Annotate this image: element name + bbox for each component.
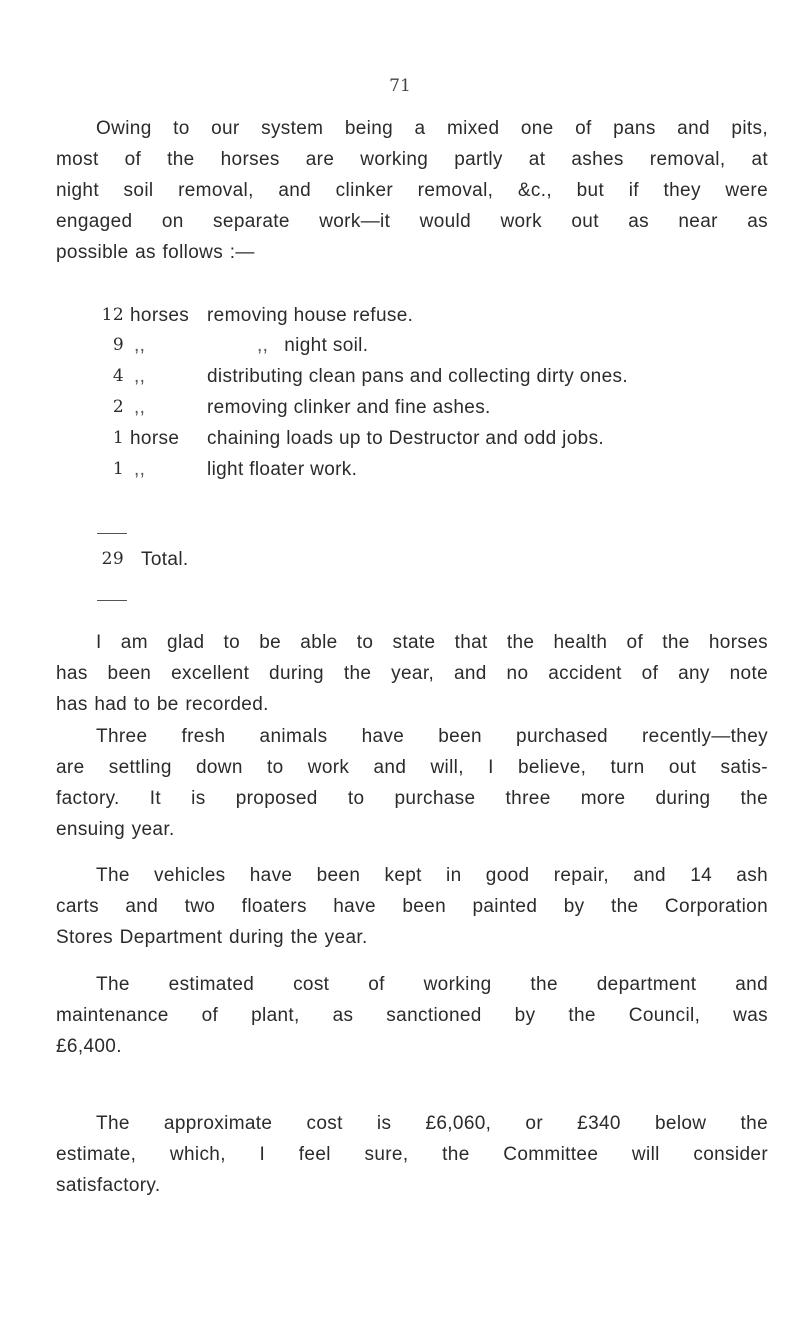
total-row bbox=[0, 544, 800, 575]
table-row bbox=[0, 330, 800, 361]
horse-count: 4 bbox=[112, 366, 124, 386]
horse-unit: horse bbox=[130, 428, 180, 449]
horse-unit-ditto: ,, bbox=[134, 397, 146, 418]
work-description: chaining loads up to Destructor and odd jobs. bbox=[207, 428, 605, 449]
paragraph-actual-cost bbox=[56, 1108, 768, 1201]
text-line: most of the horses are working partly at ashes removal, at bbox=[56, 149, 768, 170]
horse-count: 12 bbox=[101, 305, 124, 325]
table-row bbox=[0, 423, 800, 454]
text-line: ensuing year. bbox=[56, 819, 175, 840]
page-number: 71 bbox=[389, 76, 411, 96]
table-row bbox=[0, 392, 800, 423]
text-line: Three fresh animals have been purchased recently—they bbox=[96, 726, 768, 747]
text-line: has been excellent during the year, and no accident of any note bbox=[56, 663, 768, 684]
work-description-text: night soil. bbox=[284, 335, 369, 356]
work-description: removing clinker and fine ashes. bbox=[207, 397, 491, 418]
text-line: I am glad to be able to state that the health of the horses bbox=[96, 632, 768, 653]
work-description: removing house refuse. bbox=[207, 305, 414, 326]
paragraph-purchases bbox=[56, 721, 768, 845]
text-line: £6,400. bbox=[56, 1036, 122, 1057]
paragraph-vehicles bbox=[56, 860, 768, 953]
horse-unit-ditto: ,, bbox=[134, 459, 146, 480]
horse-unit: horses bbox=[130, 305, 190, 326]
text-line: Owing to our system being a mixed one of pans and pits, bbox=[96, 118, 768, 139]
horse-count: 1 bbox=[112, 428, 124, 448]
text-line: The approximate cost is £6,060, or £340 below the bbox=[96, 1113, 768, 1134]
text-line: Stores Department during the year. bbox=[56, 927, 368, 948]
text-line: The estimated cost of working the department and bbox=[96, 974, 768, 995]
work-ditto-mark: ,, bbox=[257, 335, 269, 356]
paragraph-estimate bbox=[56, 969, 768, 1062]
sum-rule bbox=[97, 533, 127, 534]
table-row bbox=[0, 300, 800, 331]
text-line: are settling down to work and will, I believe, turn out satis- bbox=[56, 757, 768, 778]
table-row bbox=[0, 454, 800, 485]
text-line: has had to be recorded. bbox=[56, 694, 269, 715]
text-line: engaged on separate work—it would work out as near as bbox=[56, 211, 768, 232]
text-line: possible as follows :— bbox=[56, 242, 255, 263]
text-line: carts and two floaters have been painted by the Corporation bbox=[56, 896, 768, 917]
table-row bbox=[0, 361, 800, 392]
text-line: factory. It is proposed to purchase three more during the bbox=[56, 788, 768, 809]
text-line: maintenance of plant, as sanctioned by the Council, was bbox=[56, 1005, 768, 1026]
horse-count: 9 bbox=[112, 335, 124, 355]
work-description: distributing clean pans and collecting dirty ones. bbox=[207, 366, 628, 387]
total-count: 29 bbox=[101, 549, 124, 569]
work-description bbox=[257, 330, 368, 361]
horse-unit-ditto: ,, bbox=[134, 366, 146, 387]
horse-unit-ditto: ,, bbox=[134, 335, 146, 356]
total-label: Total. bbox=[141, 549, 189, 570]
paragraph-health bbox=[56, 627, 768, 720]
text-line: The vehicles have been kept in good repair, and 14 ash bbox=[96, 865, 768, 886]
horse-count: 1 bbox=[112, 459, 124, 479]
paragraph-intro bbox=[56, 113, 768, 268]
work-description: light floater work. bbox=[207, 459, 358, 480]
text-line: night soil removal, and clinker removal, &c., but if they were bbox=[56, 180, 768, 201]
text-line: satisfactory. bbox=[56, 1175, 161, 1196]
closing-rule bbox=[97, 600, 127, 601]
horse-count: 2 bbox=[112, 397, 124, 417]
text-line: estimate, which, I feel sure, the Committee will consider bbox=[56, 1144, 768, 1165]
